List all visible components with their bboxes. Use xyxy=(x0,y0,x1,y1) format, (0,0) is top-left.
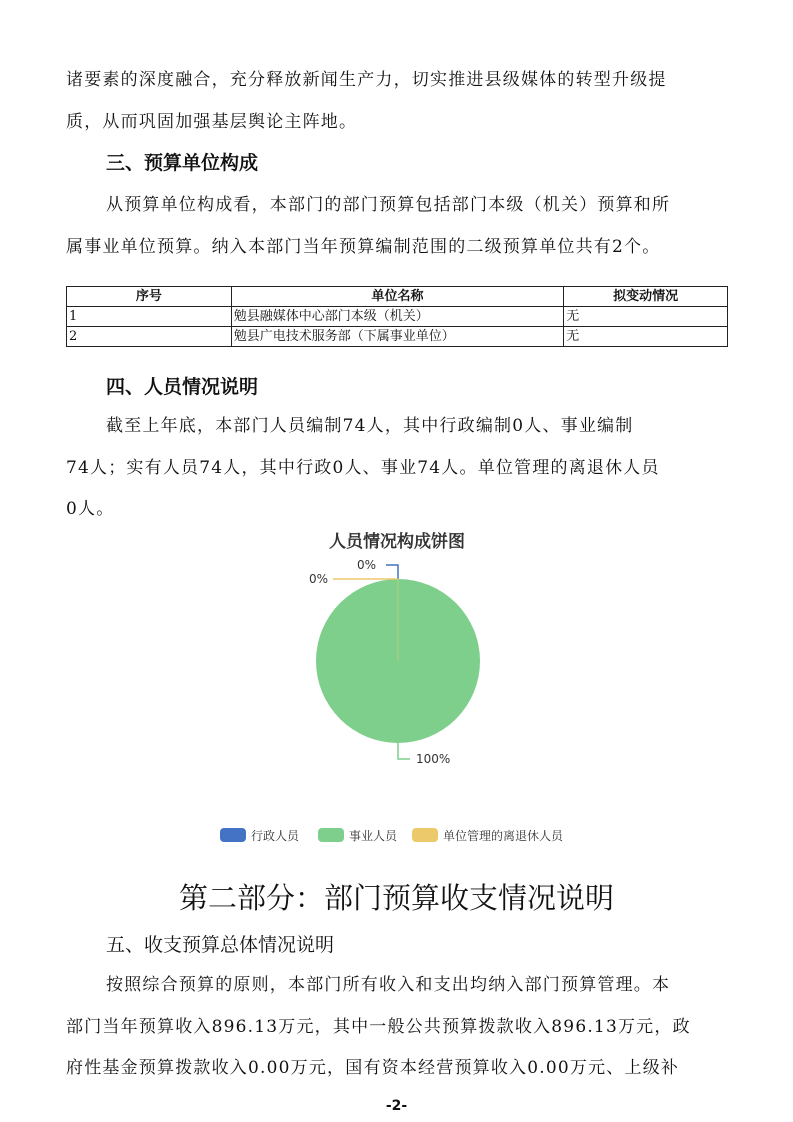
column-header-change-status: 拟变动情况 xyxy=(564,287,728,307)
cell-change-status: 无 xyxy=(564,327,728,347)
chart-title: 人员情况构成饼图 xyxy=(329,532,465,552)
paragraph-line: 从预算单位构成看，本部门的部门预算包括部门本级（机关）预算和所 xyxy=(106,195,671,215)
table-header-row xyxy=(67,287,728,307)
data-label-0: 0% xyxy=(356,558,376,572)
personnel-pie-chart xyxy=(200,520,600,860)
section-heading-budget-units: 三、预算单位构成 xyxy=(106,152,259,174)
paragraph-line: 74人；实有人员74人，其中行政0人、事业74人。单位管理的离退休人员 xyxy=(66,458,660,478)
section-heading-personnel: 四、人员情况说明 xyxy=(106,376,259,398)
legend-swatch xyxy=(220,828,246,842)
column-header-index: 序号 xyxy=(67,287,232,307)
data-label-1: 100% xyxy=(416,752,451,766)
cell-index: 1 xyxy=(67,307,232,327)
part-title: 第二部分：部门预算收支情况说明 xyxy=(178,881,614,915)
paragraph-line: 0人。 xyxy=(66,499,115,519)
paragraph-line: 诸要素的深度融合，充分释放新闻生产力，切实推进县级媒体的转型升级提 xyxy=(66,70,667,90)
section-heading-overall-budget: 五、收支预算总体情况说明 xyxy=(106,934,335,956)
paragraph-line: 府性基金预算拨款收入0.00万元，国有资本经营预算收入0.00万元、上级补 xyxy=(66,1058,680,1078)
paragraph-line: 部门当年预算收入896.13万元，其中一般公共预算拨款收入896.13万元，政 xyxy=(66,1017,691,1037)
budget-units-table xyxy=(66,286,728,347)
paragraph-line: 截至上年底，本部门人员编制74人，其中行政编制0人、事业编制 xyxy=(106,416,634,436)
legend-item-1[interactable] xyxy=(318,828,398,843)
table-row xyxy=(67,307,728,327)
paragraph-line: 属事业单位预算。纳入本部门当年预算编制范围的二级预算单位共有2个。 xyxy=(66,237,661,257)
paragraph-line: 质，从而巩固加强基层舆论主阵地。 xyxy=(66,112,358,132)
leader-line-0 xyxy=(386,565,398,579)
table-row xyxy=(67,327,728,347)
legend-item-0[interactable] xyxy=(220,828,300,843)
cell-unit-name: 勉县广电技术服务部（下属事业单位） xyxy=(231,327,563,347)
cell-index: 2 xyxy=(67,327,232,347)
data-label-2: 0% xyxy=(308,572,328,586)
paragraph-line: 按照综合预算的原则，本部门所有收入和支出均纳入部门预算管理。本 xyxy=(106,975,671,995)
legend-label: 事业人员 xyxy=(349,829,398,843)
legend-label: 单位管理的离退休人员 xyxy=(443,829,564,843)
leader-line-1 xyxy=(398,743,410,759)
pie-chart-canvas xyxy=(200,520,600,860)
legend-label: 行政人员 xyxy=(251,829,300,843)
legend-swatch xyxy=(318,828,344,842)
legend-swatch xyxy=(412,828,438,842)
cell-unit-name: 勉县融媒体中心部门本级（机关） xyxy=(231,307,563,327)
cell-change-status: 无 xyxy=(564,307,728,327)
page-number: -2- xyxy=(385,1098,408,1114)
column-header-unit-name: 单位名称 xyxy=(231,287,563,307)
legend-item-2[interactable] xyxy=(412,828,564,843)
